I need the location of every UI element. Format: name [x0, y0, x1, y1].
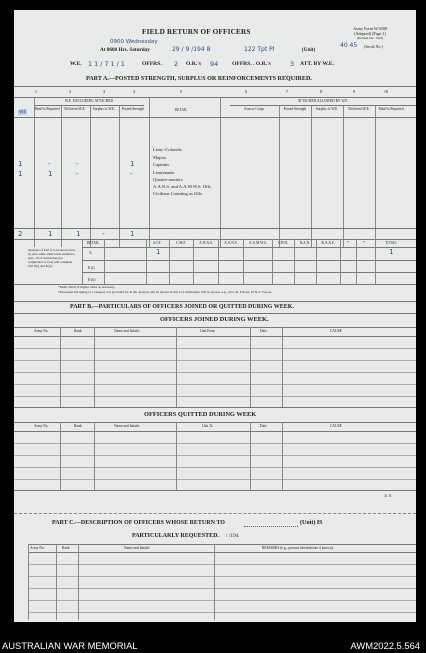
col-number-1: 1	[34, 89, 38, 94]
quitted-h-date: Date	[260, 424, 267, 428]
serial-label: (Serial No.)	[364, 44, 383, 49]
detail-lt-colonels: Lieut.-Colonels	[153, 147, 182, 152]
analysis-vline-3	[146, 239, 147, 284]
hand-r2-c1: 1	[18, 170, 23, 178]
analysis-h-awas: A.W.A.S.	[199, 241, 213, 245]
analysis-row-ei: E.(i)	[88, 266, 95, 270]
analysis-vline-4	[169, 239, 170, 284]
vline-a9	[343, 105, 344, 247]
analysis-h-star-1: *	[347, 241, 349, 245]
analysis-row-rule-2	[82, 272, 416, 273]
quitted-vline	[176, 422, 177, 490]
analysis-h-civil: CIVIL	[278, 241, 288, 245]
joined-vline	[250, 327, 251, 407]
analysis-h-aamws: A.A.M.W.S.	[249, 241, 267, 245]
joined-h-name: Name and Initials	[114, 329, 140, 333]
quitted-h-name: Name and Initials	[114, 424, 140, 428]
analysis-vline-8	[272, 239, 273, 284]
col-number-10: 10	[383, 89, 389, 94]
joined-header-rule	[14, 336, 416, 337]
part-c-vline	[56, 544, 57, 620]
col-number-3: 3	[102, 89, 106, 94]
form-reference	[340, 26, 400, 41]
part-c-h-rank: Rank	[62, 546, 70, 550]
hand-r2-c2: 1	[48, 170, 53, 178]
part-c-date-stub: / /194	[226, 533, 239, 539]
form-title: FIELD RETURN OF OFFICERS	[142, 28, 251, 36]
quitted-h-unit-to: Unit To	[202, 424, 213, 428]
col-number-9: 9	[352, 89, 356, 94]
footnote-2: *Personnel belonging to a category not provided for in the analysis will be shown in this Col. Particulars will be shown, e.g., 20 U.K. Forces; 10 N.Z. Forces.	[58, 290, 272, 294]
att-by-label: ATT. BY W.E.	[300, 61, 334, 67]
analysis-vline-10	[316, 239, 317, 284]
part-a-title: PART A.—POSTED STRENGTH, SURPLUS OR REINFORCEMENTS REQUIRED.	[86, 76, 312, 82]
part-c-h-name: Name and Initials	[124, 546, 150, 550]
part-b-title: PART B.—PARTICULARS OF OFFICERS JOINED OR QUITTED DURING WEEK.	[70, 304, 294, 310]
vline-a6	[220, 97, 221, 247]
hand-total-c3: 1	[76, 230, 81, 238]
vline-a3	[90, 105, 91, 247]
quitted-title-rule	[14, 422, 416, 423]
part-c-unit-blank	[244, 526, 298, 527]
col-deficient: Deficient W.E.	[64, 107, 86, 111]
joined-vline	[176, 327, 177, 407]
col-right-deficient: Deficient W.E.	[348, 107, 370, 111]
we-tag: WE	[19, 110, 27, 115]
col-reinf-required: Reinf'ts Required	[34, 107, 60, 111]
quitted-title: OFFICERS QUITTED DURING WEEK	[144, 411, 257, 418]
analysis-vline-6	[218, 239, 219, 284]
detail-aans: A.A.N.S. and A.A.M.W.S. Offs	[153, 183, 211, 189]
col-number-4: 4	[132, 89, 136, 94]
joined-title-rule	[14, 327, 416, 328]
col-number-7: 7	[285, 89, 289, 94]
at-line: At 0600 Hrs. Saturday	[100, 47, 150, 53]
form-ref-line-2: (Adapted) (Page 1)	[353, 31, 387, 36]
serial-value: 40 45	[340, 42, 358, 49]
col-number-rule	[14, 97, 416, 98]
page-mark: 3c. 8.	[384, 494, 392, 498]
unit-hand: 122 Tpt Pl	[244, 46, 275, 53]
col-number-5: 5	[179, 89, 183, 94]
part-c-vline	[28, 544, 29, 620]
analysis-vline-13	[375, 239, 376, 284]
hand-r1-c2: -	[48, 160, 51, 168]
analysis-h-aans: A.A.N.S.	[224, 241, 238, 245]
detail-captains: Captains	[153, 162, 170, 168]
at-hand-time: 0900 Wednesday	[110, 39, 158, 45]
quitted-h-army-no: Army No.	[34, 424, 49, 428]
vline-a8	[311, 105, 312, 247]
col-right-surplus: Surplus to W.E.	[315, 107, 339, 111]
joined-vline	[60, 327, 61, 407]
part-c-row-line	[28, 576, 416, 577]
part-c-header-top	[28, 544, 416, 545]
offrs-value: 2	[174, 60, 179, 68]
part-c-row-line	[28, 600, 416, 601]
footer-credit: AUSTRALIAN WAR MEMORIAL	[2, 640, 138, 651]
part-a-top-rule	[14, 86, 416, 87]
hand-total-c4: -	[102, 230, 105, 238]
unit-label: (Unit)	[302, 47, 316, 53]
col-right-posted: Posted Strength	[283, 107, 307, 111]
part-c-title-a: PART C.—DESCRIPTION OF OFFICERS WHOSE RETURN TO	[52, 520, 225, 526]
right-group-rule	[230, 105, 416, 106]
part-c-row-line	[28, 564, 416, 565]
joined-h-army-no: Army No.	[34, 329, 49, 333]
attached-allowed: ATTACHED ALLOWED BY W.E.	[297, 99, 349, 103]
detail-list	[153, 146, 215, 196]
col-posted-strength: Posted Strength	[121, 107, 145, 111]
joined-row-line	[14, 372, 416, 373]
ors-label: O.R.'s	[186, 61, 201, 67]
analysis-vline-12	[356, 239, 357, 284]
offrs-label: OFFRS.	[142, 61, 162, 67]
form-page	[14, 10, 416, 622]
analysis-vline-11	[340, 239, 341, 284]
quitted-header-rule	[14, 431, 416, 432]
quitted-row-line	[14, 479, 416, 480]
analysis-hand-aif: 1	[156, 248, 161, 256]
we-label: W.E.	[70, 61, 82, 67]
vline-a5	[149, 97, 150, 247]
quitted-vline	[282, 422, 283, 490]
footnote-1: *Insert detail of higher ranks as necessary.	[58, 285, 116, 289]
hand-r1-c1: 1	[18, 160, 23, 168]
detail-quartermasters: Quarter-masters	[153, 177, 183, 183]
vline-a10	[375, 105, 376, 247]
joined-h-cause: CAUSE	[330, 329, 342, 333]
analysis-vline-2	[104, 239, 105, 284]
analysis-h-star-2: *	[363, 241, 365, 245]
analysis-h-ran: R.A.N.	[299, 241, 311, 245]
analysis-row-eii: E.(ii)	[88, 278, 96, 282]
detail-lieutenants: Lieutenants	[153, 169, 175, 175]
analysis-note: Analysis of Part A to be shown here by ALL units. Only units entitled to para. 10 of instructions (re completion of box) will complete Part E(i) and E(ii).	[28, 248, 76, 268]
hand-total-c2: 1	[48, 230, 53, 238]
totals-rule	[14, 228, 416, 229]
we-value: 1 1 / 7 1 / 1	[88, 60, 125, 68]
footer-accession-number: AWM2022.5.564	[350, 640, 420, 651]
col-arm-corps: Arm or Corps	[244, 107, 264, 111]
analysis-h-aif: A.I.F.	[152, 241, 162, 245]
quitted-vline	[250, 422, 251, 490]
joined-vline	[94, 327, 95, 407]
joined-row-line	[14, 348, 416, 349]
quitted-h-cause: CAUSE	[330, 424, 342, 428]
part-b-sub-rule	[14, 313, 416, 314]
quitted-vline	[94, 422, 95, 490]
quitted-row-line	[14, 443, 416, 444]
analysis-row-rule-1	[82, 260, 416, 261]
analysis-vline-7	[243, 239, 244, 284]
part-c-row-line	[28, 612, 416, 613]
vline-a2	[61, 105, 62, 247]
detail-majors: Majors	[153, 154, 167, 160]
vline-a7	[279, 105, 280, 247]
joined-row-line	[14, 360, 416, 361]
att-value: 3	[290, 60, 295, 68]
part-c-h-army-no: Army No.	[30, 546, 45, 550]
part-c-row-line	[28, 588, 416, 589]
hand-r2-c3: -	[76, 170, 79, 178]
analysis-h-raaf: R.A.A.F.	[321, 241, 335, 245]
left-group-rule	[34, 105, 144, 106]
joined-h-unit-from: Unit From	[200, 329, 216, 333]
joined-row-line	[14, 396, 416, 397]
quitted-bottom-rule	[14, 490, 416, 491]
part-b-top-rule	[14, 301, 416, 302]
analysis-vline-1	[82, 239, 83, 284]
col-header-rule	[14, 117, 416, 118]
hand-total-c1: 2	[18, 230, 23, 238]
col-number-8: 8	[319, 89, 323, 94]
detail-civilians: Civilians Counting as Offs.	[153, 190, 204, 196]
att-offrs-label: OFFRS. . O.R.'s	[232, 61, 271, 67]
col-right-reinf: Reinf'ts Required	[378, 107, 404, 111]
joined-vline	[282, 327, 283, 407]
part-c-perforation	[14, 513, 416, 514]
analysis-h-cmf: C.M.F.	[176, 241, 186, 245]
hand-r1-c3: -	[76, 160, 79, 168]
ors-value: 94	[210, 60, 219, 68]
quitted-row-line	[14, 455, 416, 456]
col-surplus: Surplus to W.E.	[92, 107, 116, 111]
analysis-row-a: A.	[89, 251, 93, 255]
col-number-2: 2	[68, 89, 72, 94]
part-c-vline	[78, 544, 79, 620]
joined-row-line	[14, 384, 416, 385]
form-ref-line-3: (Revised Jan., 1943)	[356, 36, 384, 40]
quitted-vline	[60, 422, 61, 490]
analysis-header-rule	[82, 247, 416, 248]
hand-r2-c4: -	[130, 170, 133, 178]
date-hand: 29 / 9 /194 8	[172, 46, 211, 53]
we-excluding-attached: W.E. EXCLUDING ATTACHED	[64, 99, 114, 103]
part-c-vline	[214, 544, 215, 620]
joined-title: OFFICERS JOINED DURING WEEK.	[160, 316, 269, 323]
col-detail: DETAIL	[174, 108, 188, 112]
analysis-h-total: TOTAL	[385, 241, 397, 245]
vline-a1	[34, 97, 35, 247]
analysis-h-detail: DETAIL	[86, 241, 100, 245]
hand-total-c5: 1	[130, 230, 135, 238]
analysis-vline-9	[294, 239, 295, 284]
joined-h-rank: Rank	[74, 329, 82, 333]
part-c-title-b: (Unit) IS	[300, 520, 323, 526]
quitted-row-line	[14, 467, 416, 468]
col-number-6: 6	[244, 89, 248, 94]
part-c-header-rule	[28, 552, 416, 553]
quitted-h-rank: Rank	[74, 424, 82, 428]
part-c-h-remarks: REMARKS (e.g., present whereabouts if known).	[262, 546, 334, 550]
vline-a4	[119, 105, 120, 247]
part-c-title-c: PARTICULARLY REQUESTED.	[132, 533, 219, 539]
analysis-hand-total: 1	[389, 248, 394, 256]
joined-bottom-rule	[14, 407, 416, 408]
analysis-vline-5	[193, 239, 194, 284]
form-ref-line-1: Army Form W.3008	[353, 26, 387, 31]
hand-r1-c4: 1	[130, 160, 135, 168]
joined-h-date: Date	[260, 329, 267, 333]
